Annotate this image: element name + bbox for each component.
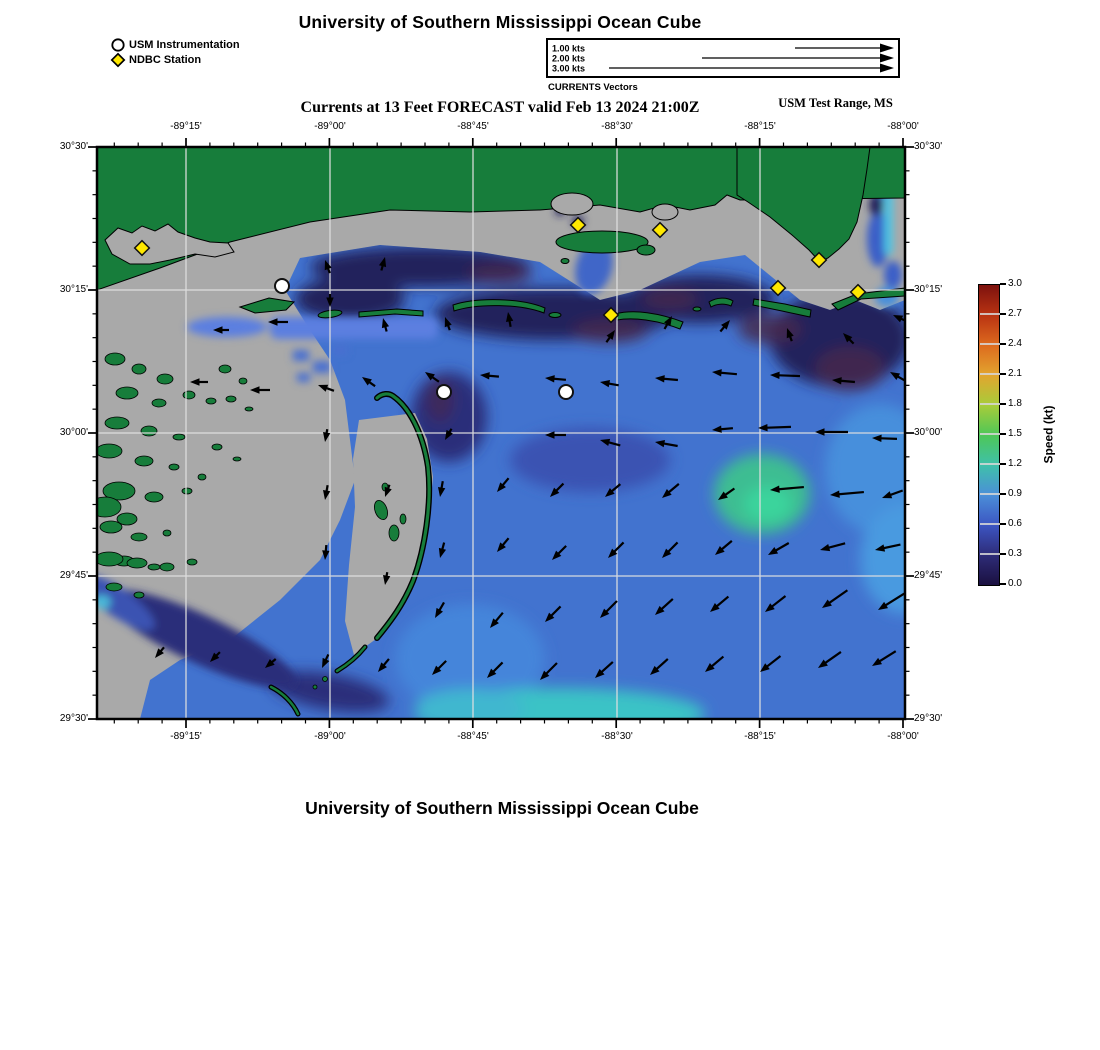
- vector-scale-label: 1.00 kts: [552, 43, 586, 54]
- region-label: USM Test Range, MS: [778, 96, 893, 110]
- x-axis-label-bottom: -88°30': [601, 731, 633, 742]
- y-axis-label-left: 30°00': [59, 427, 88, 438]
- y-axis-label-left: 29°45': [59, 570, 88, 581]
- colorbar-tick: [1000, 583, 1006, 585]
- x-axis-label-top: -89°00': [314, 121, 346, 132]
- colorbar-tick: [1000, 283, 1006, 285]
- colorbar-tick-label: 0.9: [1008, 488, 1022, 499]
- legend-usm-instrumentation: [110, 37, 240, 53]
- vector-scale-label: 3.00 kts: [552, 63, 586, 74]
- colorbar-tick: [1000, 553, 1006, 555]
- y-axis-label-left: 30°15': [59, 284, 88, 295]
- y-axis-label-right: 29°30': [914, 713, 943, 724]
- colorbar-gridline: [980, 433, 1000, 435]
- y-axis-label-right: 30°15': [914, 284, 943, 295]
- forecast-subtitle: Currents at 13 Feet FORECAST valid Feb 13 2024 21:00Z: [300, 99, 700, 116]
- colorbar-tick: [1000, 373, 1006, 375]
- currents-map: [85, 135, 925, 735]
- colorbar-gridline: [980, 493, 1000, 495]
- y-axis-label-right: 29°45': [914, 570, 943, 581]
- map-canvas: [85, 138, 925, 735]
- colorbar-gridline: [980, 463, 1000, 465]
- usm-station-marker: [275, 279, 289, 293]
- colorbar-tick-label: 1.5: [1008, 428, 1022, 439]
- x-axis-label-top: -88°30': [601, 121, 633, 132]
- colorbar-tick: [1000, 433, 1006, 435]
- vector-scale-box: [546, 38, 900, 78]
- vector-scale-arrows: [548, 40, 898, 76]
- speed-colorbar: [978, 284, 1000, 586]
- legend-usm-label: USM Instrumentation: [129, 39, 240, 51]
- y-axis-label-right: 30°00': [914, 427, 943, 438]
- colorbar-tick-label: 2.4: [1008, 338, 1022, 349]
- y-axis-label-right: 30°30': [914, 141, 943, 152]
- x-axis-label-bottom: -88°15': [744, 731, 776, 742]
- vector-scale-caption: CURRENTS Vectors: [548, 82, 638, 93]
- colorbar-tick: [1000, 523, 1006, 525]
- legend-ndbc-station: [110, 52, 201, 68]
- colorbar-tick-label: 2.1: [1008, 368, 1022, 379]
- colorbar-tick: [1000, 463, 1006, 465]
- colorbar-tick: [1000, 493, 1006, 495]
- colorbar-gridline: [980, 313, 1000, 315]
- colorbar-gridline: [980, 403, 1000, 405]
- diamond-marker-icon: [110, 52, 126, 68]
- x-axis-label-bottom: -88°45': [457, 731, 489, 742]
- colorbar-gridline: [980, 553, 1000, 555]
- x-axis-label-bottom: -89°15': [170, 731, 202, 742]
- usm-station-marker: [437, 385, 451, 399]
- x-axis-label-top: -89°15': [170, 121, 202, 132]
- colorbar-tick-label: 0.0: [1008, 578, 1022, 589]
- colorbar-tick: [1000, 343, 1006, 345]
- usm-station-marker: [559, 385, 573, 399]
- x-axis-label-top: -88°15': [744, 121, 776, 132]
- colorbar-tick-label: 2.7: [1008, 308, 1022, 319]
- colorbar-tick-label: 0.6: [1008, 518, 1022, 529]
- colorbar-tick: [1000, 403, 1006, 405]
- circle-marker-icon: [110, 37, 126, 53]
- colorbar-title: Speed (kt): [1041, 405, 1056, 464]
- x-axis-label-top: -88°00': [887, 121, 919, 132]
- colorbar-tick-label: 3.0: [1008, 278, 1022, 289]
- y-axis-label-left: 29°30': [59, 713, 88, 724]
- colorbar-tick-label: 1.8: [1008, 398, 1022, 409]
- legend-ndbc-label: NDBC Station: [129, 54, 202, 66]
- figure-title: University of Southern Mississippi Ocean Cube: [298, 12, 702, 32]
- colorbar-gridline: [980, 373, 1000, 375]
- colorbar-gridline: [980, 523, 1000, 525]
- colorbar-tick-label: 1.2: [1008, 458, 1022, 469]
- figure-footer-title: University of Southern Mississippi Ocean Cube: [305, 798, 699, 818]
- colorbar-tick-label: 0.3: [1008, 548, 1022, 559]
- vector-scale-label: 2.00 kts: [552, 53, 586, 64]
- colorbar-tick: [1000, 313, 1006, 315]
- x-axis-label-bottom: -88°00': [887, 731, 919, 742]
- x-axis-label-top: -88°45': [457, 121, 489, 132]
- y-axis-label-left: 30°30': [59, 141, 88, 152]
- colorbar-gridline: [980, 343, 1000, 345]
- x-axis-label-bottom: -89°00': [314, 731, 346, 742]
